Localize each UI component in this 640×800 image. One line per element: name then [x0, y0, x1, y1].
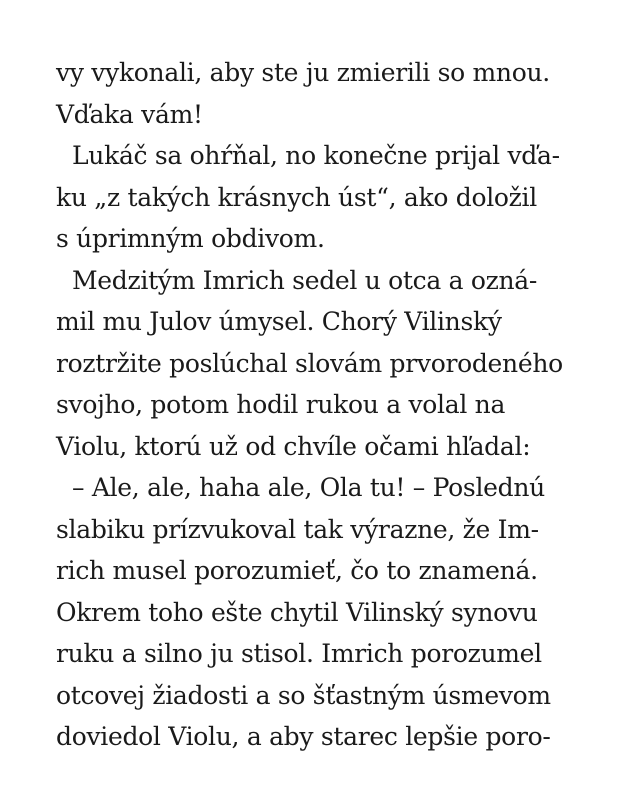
paragraph-start-line: – Ale, ale, haha ale, Ola tu! – Poslednú [72, 473, 545, 502]
text-line: slabiku prízvukoval tak výrazne, že Im- [56, 514, 539, 544]
text-line: s úprimným obdivom. [56, 224, 325, 253]
paragraph-start-line: Lukáč sa ohŕňal, no konečne prijal vďa- [72, 141, 560, 170]
text-line: Okrem toho ešte chytil Vilinský synovu [56, 597, 538, 627]
text-line: Vďaka vám! [56, 99, 203, 129]
text-line: ruku a silno ju stisol. Imrich porozumel [56, 639, 542, 668]
text-line: ku „z takých krásnych úst“, ako doložil [56, 182, 537, 212]
text-line: mil mu Julov úmysel. Chorý Vilinský [56, 307, 502, 336]
text-line: rich musel porozumieť, čo to znamená. [56, 556, 538, 585]
text-line: roztržite poslúchal slovám prvorodeného [56, 348, 563, 378]
text-line: svojho, potom hodil rukou a volal na [56, 390, 506, 419]
page-text [56, 52, 596, 758]
text-line: otcovej žiadosti a so šťastným úsmevom [56, 680, 551, 710]
text-line: vy vykonali, aby ste ju zmierili so mnou. [56, 58, 550, 87]
text-line: doviedol Violu, a aby starec lepšie poro- [56, 722, 551, 751]
text-line: Violu, ktorú už od chvíle očami hľadal: [56, 431, 531, 461]
paragraph-start-line: Medzitým Imrich sedel u otca a ozná- [72, 265, 538, 295]
